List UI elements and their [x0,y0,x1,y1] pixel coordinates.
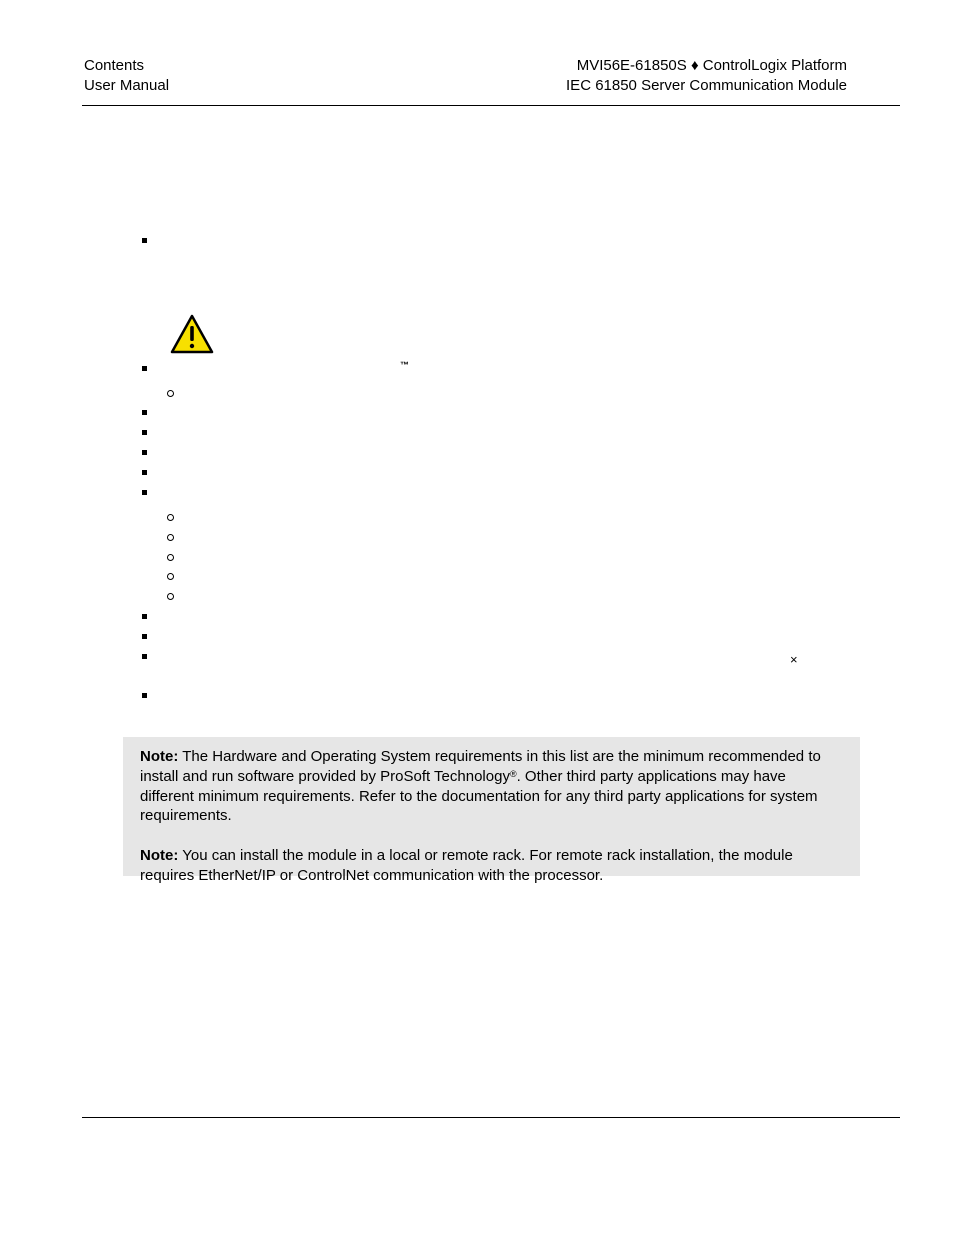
note-label: Note: [140,748,179,765]
sub-list-bullet [167,573,174,580]
note-box [123,737,860,884]
sub-list-bullet [167,390,174,397]
note-label: Note: [140,846,179,864]
list-bullet [142,450,147,455]
list-bullet [142,614,147,619]
list-bullet [142,410,147,415]
list-bullet [142,430,147,435]
list-bullet [142,238,147,243]
registered-symbol: ® [509,768,517,779]
document-type: User Manual [84,76,170,94]
footer-divider [82,1117,900,1118]
trademark-symbol: ™ [400,360,409,370]
sub-list-bullet [167,593,174,600]
list-bullet [142,490,147,495]
header-left [84,56,169,95]
warning-icon [170,314,214,354]
note-rack-installation: Note: You can install the module in a local or remote rack. For remote rack installation, the module requires EtherNet/IP or ControlNet communication with the processor. [140,846,793,884]
list-bullet [142,366,147,371]
list-bullet [142,470,147,475]
section-title: Contents [84,57,145,74]
product-subtitle: IEC 61850 Server Communication Module [566,76,847,94]
header-divider [82,105,900,106]
list-bullet [142,634,147,639]
header-right [566,56,847,95]
list-bullet [142,654,147,659]
sub-list-bullet [167,514,174,521]
note-hardware-requirements: Note: The Hardware and Operating System requirements in this list are the minimum recommended to install and run software provided by ProSoft Technology®. Other third party applications may have different minimum requirements. Refer to the documentation for any third party applications for system requirements. [140,748,821,825]
multiplication-sign: × [790,652,798,667]
product-title: MVI56E-61850S ♦ ControlLogix Platform [576,57,847,74]
list-bullet [142,693,147,698]
sub-list-bullet [167,534,174,541]
sub-list-bullet [167,554,174,561]
